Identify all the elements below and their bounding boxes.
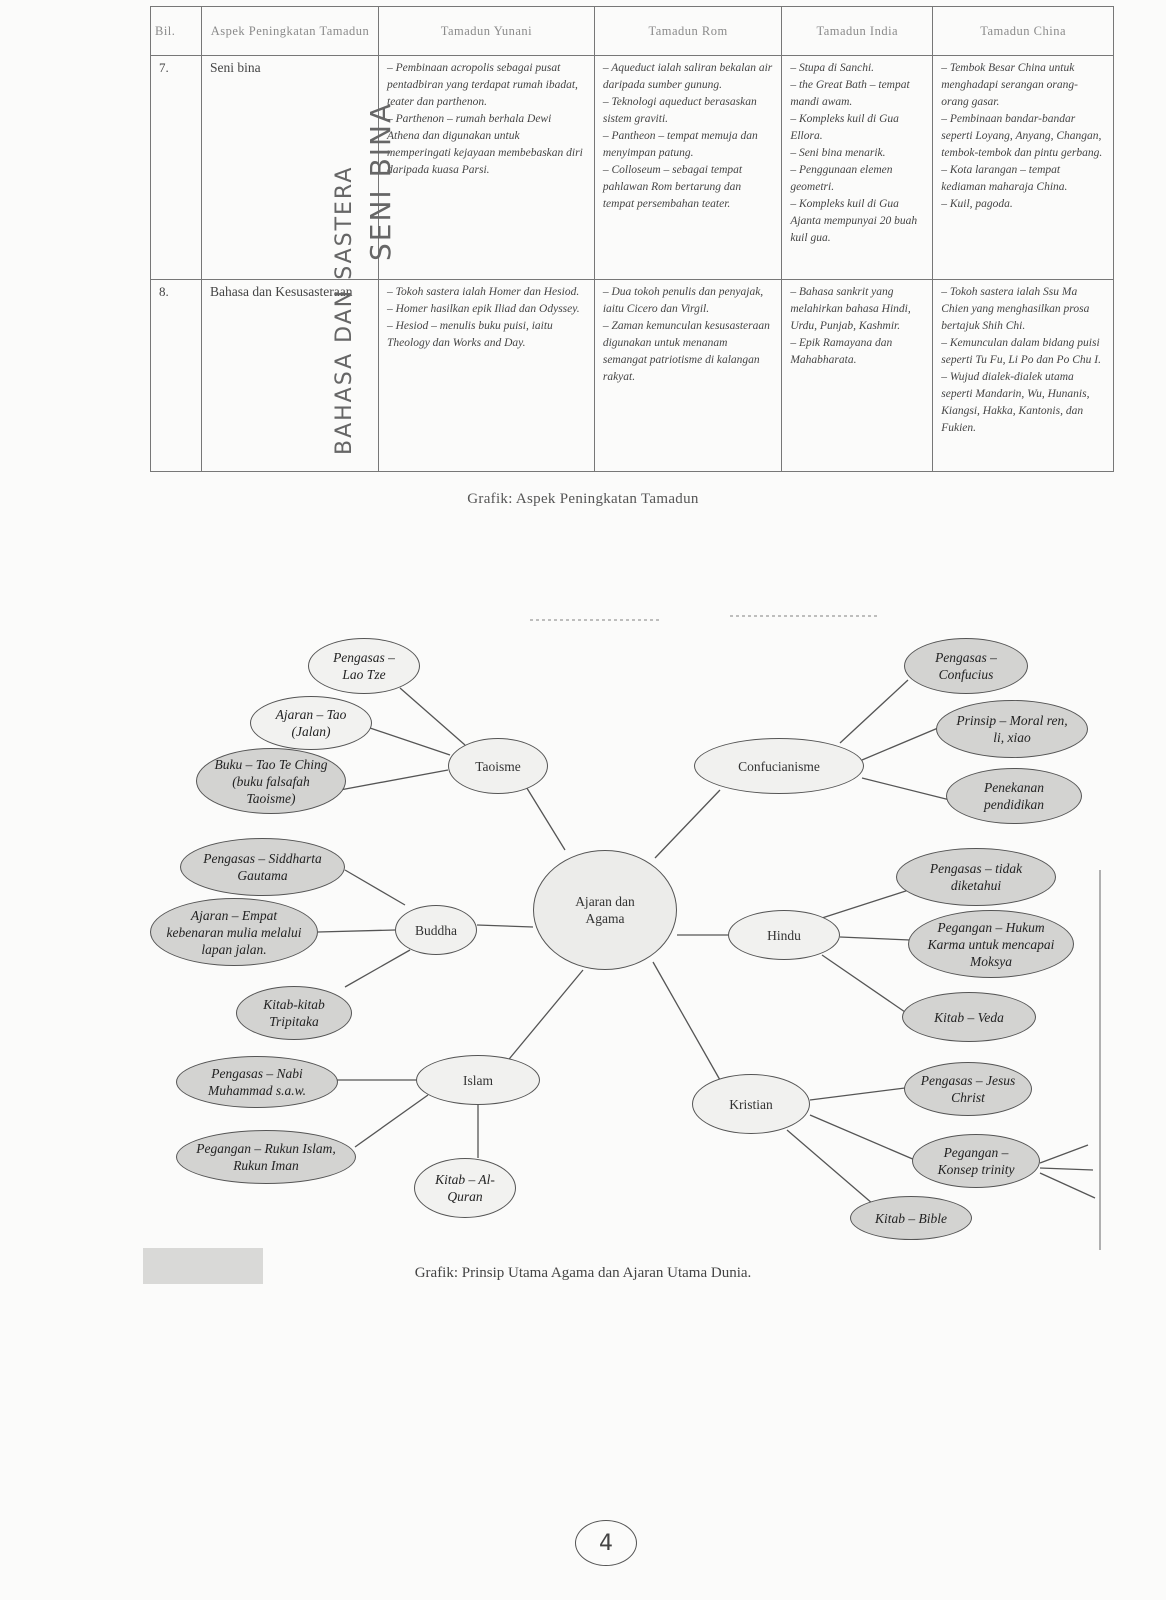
connector-line: [810, 1088, 905, 1100]
leaf-label: Ajaran – Empat kebenaran mulia melalui lapan jalan.: [166, 907, 302, 957]
connector-line: [840, 680, 908, 743]
leaf-label: Pegangan – Konsep trinity: [937, 1145, 1015, 1177]
cell-line: – Pembinaan acropolis sebagai pusat pentadbiran yang terdapat rumah ibadat, teater dan parthenon.: [387, 62, 578, 108]
leaf-label: Pegangan – Hukum Karma untuk mencapai Moksya: [927, 919, 1055, 969]
leaf-kri-kitab: [850, 1196, 972, 1240]
table-caption: Grafik: Aspek Peningkatan Tamadun: [467, 491, 699, 507]
cell-line: – Zaman kemunculan kesusasteraan digunakan untuk menanam semangat patriotisme di kalangan rakyat.: [602, 320, 770, 383]
leaf-label: Pengasas – Jesus Christ: [920, 1073, 1016, 1105]
leaf-tao-buku: [196, 748, 346, 814]
connector-line: [822, 888, 915, 918]
leaf-label: Kitab – Al-Quran: [435, 1172, 495, 1204]
cell-line: – Stupa di Sanchi.: [790, 62, 875, 74]
leaf-label: Penekanan pendidikan: [984, 780, 1044, 812]
leaf-bud-pengasas: [180, 838, 345, 896]
leaf-label: Pengasas – Nabi Muhammad s.a.w.: [207, 1066, 306, 1098]
leaf-label: Pegangan – Rukun Islam, Rukun Iman: [196, 1141, 336, 1173]
page-number: 4: [575, 1520, 637, 1566]
aspek-tamadun-table: [150, 6, 1114, 472]
leaf-kri-pegangan: [912, 1134, 1040, 1188]
cell-line: – Penggunaan elemen geometri.: [790, 164, 893, 193]
cell-line: – Kota larangan – tempat kediaman maharaja China.: [941, 164, 1068, 193]
cell-line: – Pembinaan bandar-bandar seperti Loyang, Anyang, Changan, tembok-tembok dan pintu gerbang.: [941, 113, 1103, 159]
handwritten-note: BAHASA DAN SASTERA: [332, 165, 357, 455]
connector-line: [340, 770, 448, 790]
leaf-con-prinsip: [936, 700, 1088, 758]
cell-line: – the Great Bath – tempat mandi awam.: [790, 79, 910, 108]
connector-line: [1040, 1145, 1088, 1163]
connector-line: [822, 955, 905, 1012]
leaf-label: Buku – Tao Te Ching (buku falsafah Taoisme): [214, 756, 328, 806]
connector-line: [810, 1115, 915, 1160]
cell-line: – Kompleks kuil di Gua Ajanta mempunyai 20 buah kuil gua.: [790, 198, 918, 244]
leaf-isl-kitab: [414, 1158, 516, 1218]
connector-line: [355, 1095, 428, 1147]
leaf-con-pengasas: [904, 638, 1028, 694]
leaf-isl-pegangan: [176, 1130, 356, 1184]
header-india: Tamadun India: [782, 7, 933, 56]
cell-line: – Aqueduct ialah saliran bekalan air daripada sumber gunung.: [602, 62, 773, 91]
connector-line: [1040, 1173, 1095, 1198]
table-header-row: [151, 7, 1114, 56]
leaf-label: Pengasas – Lao Tze: [333, 650, 395, 682]
connector-line: [525, 785, 565, 850]
header-china: Tamadun China: [933, 7, 1114, 56]
aspek-label: Seni bina: [210, 60, 261, 75]
cell-line: – Parthenon – rumah berhala Dewi Athena dan digunakan untuk memperingati kejayaan membebaskan diri daripada kuasa Parsi.: [387, 113, 583, 176]
row-bil: 8.: [151, 280, 202, 472]
cell-line: – Colloseum – sebagai tempat pahlawan Rom bertarung dan tempat persembahan teater.: [602, 164, 743, 210]
hub-label: Hindu: [767, 927, 801, 943]
cell-india: [782, 280, 933, 472]
header-yunani: Tamadun Yunani: [379, 7, 595, 56]
cell-line: – Seni bina menarik.: [790, 147, 886, 159]
cell-india: [782, 56, 933, 280]
cell-line: – Teknologi aqueduct berasaskan sistem graviti.: [602, 96, 757, 125]
cell-line: – Tembok Besar China untuk menghadapi serangan orang-orang gasar.: [941, 62, 1078, 108]
hub-islam: [416, 1055, 540, 1105]
aspek-label: Bahasa dan Kesusasteraan: [210, 284, 353, 299]
leaf-tao-ajaran: [250, 696, 372, 750]
table-row: [151, 56, 1114, 280]
leaf-label: Kitab-kitab Tripitaka: [263, 997, 325, 1029]
connector-line: [318, 930, 395, 932]
cell-line: – Tokoh sastera ialah Ssu Ma Chien yang menghasilkan prosa bertajuk Shih Chi.: [941, 286, 1090, 332]
connector-line: [655, 790, 720, 858]
diagram-caption: Grafik: Prinsip Utama Agama dan Ajaran Utama Dunia.: [414, 1265, 752, 1281]
hub-label: Islam: [463, 1072, 493, 1088]
cell-line: – Kompleks kuil di Gua Ellora.: [790, 113, 899, 142]
cell-line: – Kuil, pagoda.: [941, 198, 1013, 210]
leaf-label: Pengasas – tidak diketahui: [929, 861, 1023, 893]
leaf-label: Pengasas – Siddharta Gautama: [203, 851, 322, 883]
hub-buddha: [395, 905, 477, 955]
connector-line: [345, 870, 405, 905]
leaf-hin-kitab: [902, 992, 1036, 1042]
cell-yunani: [379, 56, 595, 280]
header-aspek: Aspek Peningkatan Tamadun: [202, 7, 379, 56]
connector-line: [1040, 1168, 1093, 1170]
connector-line: [345, 950, 410, 987]
hub-taoisme: [448, 738, 548, 794]
cell-rom: [594, 56, 781, 280]
hub-confucianisme: [694, 738, 864, 794]
cell-line: – Tokoh sastera ialah Homer dan Hesiod.: [387, 286, 580, 298]
connector-line: [862, 778, 950, 800]
leaf-kri-pengasas: [904, 1062, 1032, 1116]
connector-line: [370, 728, 450, 755]
leaf-bud-ajaran: [150, 898, 318, 966]
hub-hindu: [728, 910, 840, 960]
connector-line: [653, 962, 720, 1080]
hub-label: Buddha: [415, 922, 457, 938]
cell-yunani: [379, 280, 595, 472]
leaf-label: Kitab – Veda: [934, 1009, 1004, 1025]
cell-rom: [594, 280, 781, 472]
connector-line: [477, 925, 533, 927]
handwritten-note: SENI BINA: [364, 101, 397, 261]
connector-line: [862, 728, 938, 760]
leaf-isl-pengasas: [176, 1056, 338, 1108]
cell-line: – Bahasa sankrit yang melahirkan bahasa Hindi, Urdu, Punjab, Kashmir.: [790, 286, 911, 332]
cell-line: – Pantheon – tempat memuja dan menyimpan patung.: [602, 130, 758, 159]
leaf-hin-pegangan: [908, 910, 1074, 978]
hub-label: Kristian: [729, 1096, 773, 1112]
hub-label: Confucianisme: [738, 758, 820, 774]
cell-line: – Hesiod – menulis buku puisi, iaitu Theology dan Works and Day.: [387, 320, 553, 349]
cell-line: – Wujud dialek-dialek utama seperti Mandarin, Wu, Hunanis, Kiangsi, Hakka, Kantonis, dan Fukien.: [941, 371, 1090, 434]
header-bil: Bil.: [151, 7, 202, 56]
connector-line: [840, 937, 910, 940]
cell-line: – Dua tokoh penulis dan penyajak, iaitu Cicero dan Virgil.: [602, 286, 764, 315]
leaf-label: Kitab – Bible: [875, 1210, 947, 1226]
cell-line: – Homer hasilkan epik Iliad dan Odyssey.: [387, 303, 580, 315]
hub-label: Taoisme: [475, 758, 521, 774]
cell-china: [933, 56, 1114, 280]
row-aspek: [202, 165, 379, 472]
center-label: Ajaran dan Agama: [575, 894, 635, 926]
cell-line: – Kemunculan dalam bidang puisi seperti Tu Fu, Li Po dan Po Chu I.: [941, 337, 1101, 366]
connector-line: [505, 970, 583, 1064]
leaf-tao-pengasas: [308, 638, 420, 694]
leaf-con-penekanan: [946, 768, 1082, 824]
row-bil: 7.: [151, 56, 202, 280]
connector-line: [787, 1130, 880, 1210]
leaf-label: Prinsip – Moral ren, li, xiao: [956, 713, 1068, 745]
leaf-label: Pengasas – Confucius: [935, 650, 997, 682]
leaf-bud-kitab: [236, 986, 352, 1040]
hub-kristian: [692, 1074, 810, 1134]
table-row: [151, 280, 1114, 472]
leaf-label: Ajaran – Tao (Jalan): [275, 707, 347, 739]
center-node: [533, 850, 677, 970]
cell-china: [933, 280, 1114, 472]
leaf-hin-pengasas: [896, 848, 1056, 906]
connector-line: [400, 688, 465, 745]
header-rom: Tamadun Rom: [594, 7, 781, 56]
cell-line: – Epik Ramayana dan Mahabharata.: [790, 337, 893, 366]
